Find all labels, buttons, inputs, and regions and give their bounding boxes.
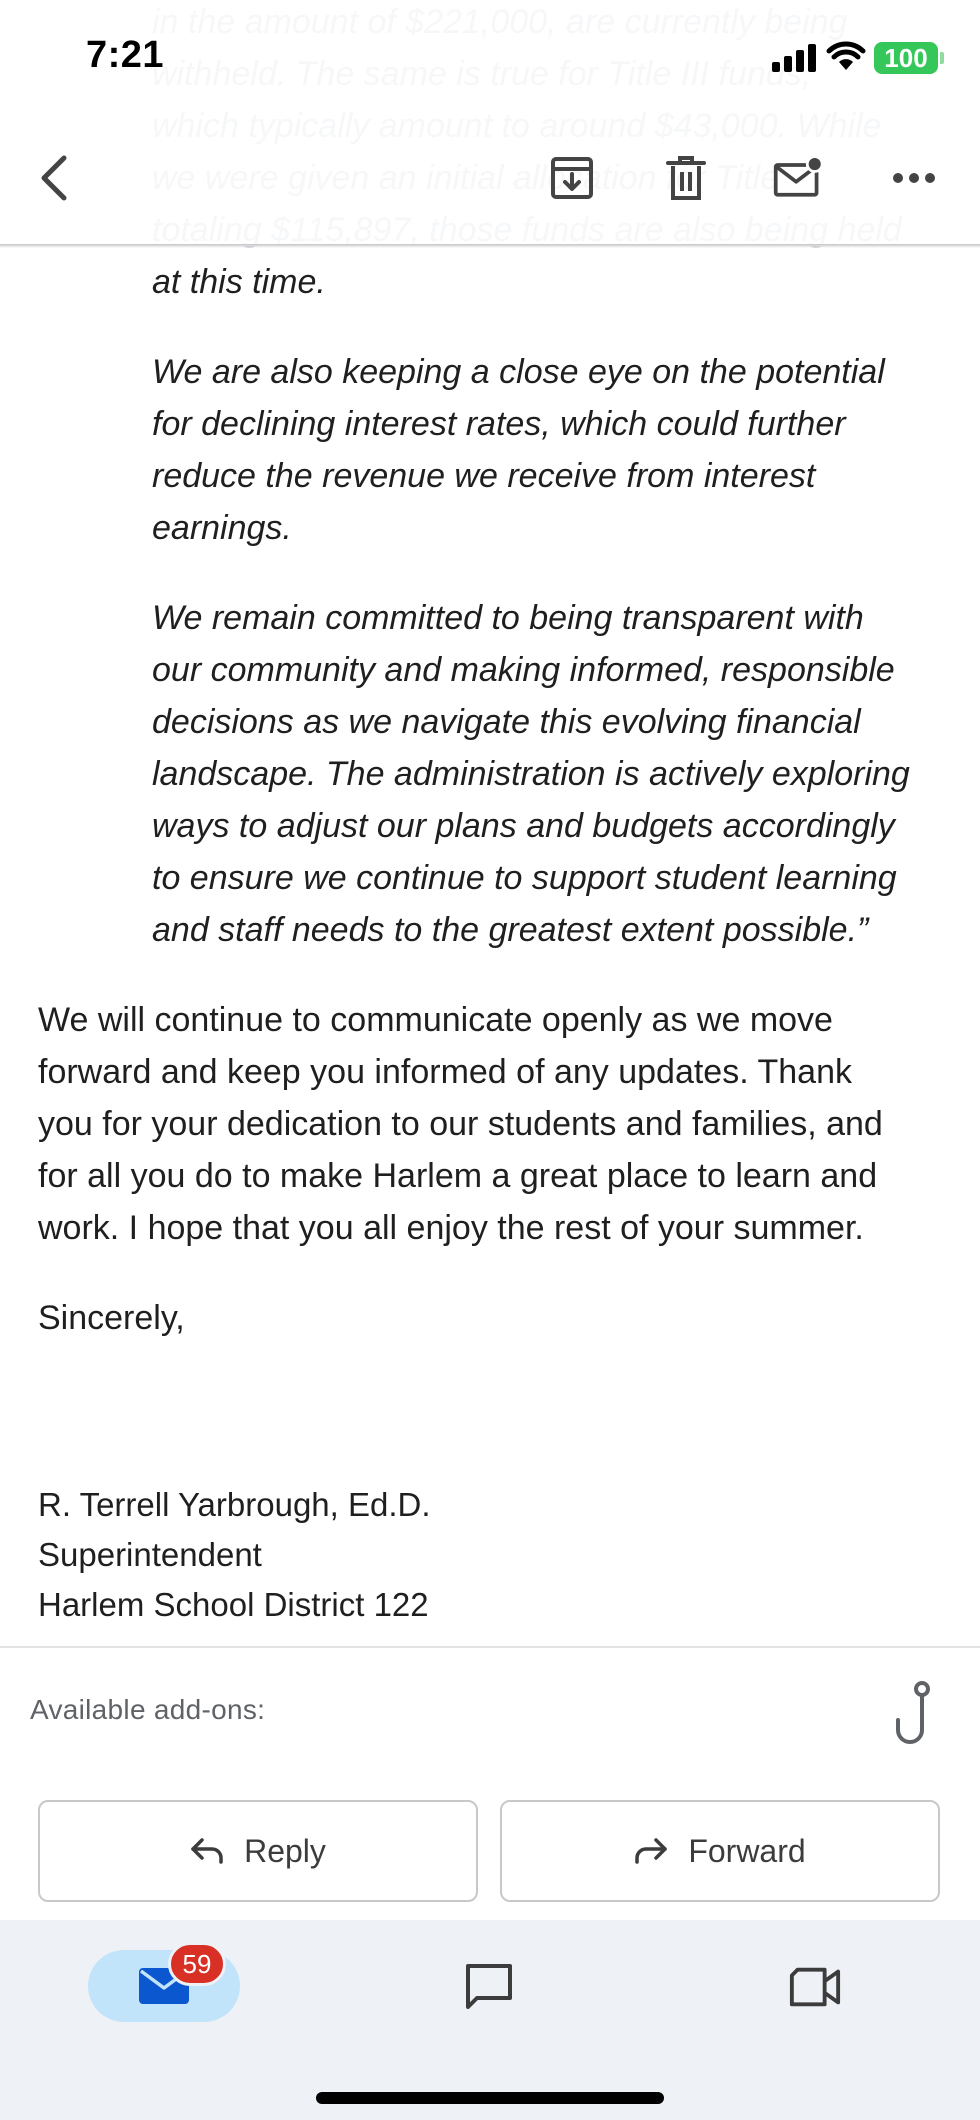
quote-line: to ensure we continue to support student learning — [152, 859, 897, 897]
home-indicator[interactable] — [316, 2092, 664, 2104]
signature-name: R. Terrell Yarbrough, Ed.D. — [38, 1486, 431, 1523]
body-line: forward and keep you informed of any updates. Thank — [38, 1053, 852, 1091]
body-line: for all you do to make Harlem a great place to learn and — [38, 1157, 878, 1195]
top-bar — [0, 0, 980, 246]
quote-line: ways to adjust our plans and budgets accordingly — [152, 807, 895, 845]
battery-indicator: 100 — [874, 42, 938, 74]
signal-icon — [772, 44, 816, 72]
quote-line: earnings. — [152, 509, 292, 547]
addons-label: Available add-ons: — [30, 1694, 266, 1725]
forward-button[interactable] — [500, 1800, 940, 1902]
body-line: We will continue to communicate openly as we move — [38, 1001, 833, 1039]
body-line: work. I hope that you all enjoy the rest of your summer. — [38, 1209, 864, 1247]
reply-label: Reply — [244, 1832, 326, 1869]
quote-line: reduce the revenue we receive from interest — [152, 457, 816, 495]
unread-badge: 59 — [168, 1942, 226, 1986]
quote-line: landscape. The administration is actively exploring — [152, 755, 910, 793]
status-time: 7:21 — [86, 34, 165, 76]
wifi-icon — [826, 40, 866, 72]
signature-title: Superintendent — [38, 1536, 262, 1573]
body-line: you for your dedication to our students and families, and — [38, 1105, 883, 1143]
signature-org: Harlem School District 122 — [38, 1586, 429, 1623]
quote-line: our community and making informed, responsible — [152, 651, 895, 689]
meet-icon[interactable] — [788, 1960, 842, 2014]
toolbar-shadow — [0, 244, 980, 248]
mark-unread-icon[interactable] — [772, 152, 824, 204]
hook-icon[interactable] — [884, 1680, 938, 1746]
quote-line: at this time. — [152, 263, 326, 301]
archive-icon[interactable] — [546, 152, 598, 204]
chat-icon[interactable] — [462, 1960, 516, 2014]
more-icon[interactable] — [888, 152, 940, 204]
quote-line: decisions as we navigate this evolving financial — [152, 703, 861, 741]
quote-line: and staff needs to the greatest extent possible.” — [152, 911, 869, 949]
trash-icon[interactable] — [660, 152, 712, 204]
bottom-nav — [0, 1920, 980, 2120]
quote-line: We are also keeping a close eye on the potential — [152, 353, 885, 391]
reply-button[interactable] — [38, 1800, 478, 1902]
quote-line: for declining interest rates, which could further — [152, 405, 846, 443]
reply-icon — [190, 1836, 224, 1866]
forward-label: Forward — [688, 1832, 806, 1869]
divider — [0, 1646, 980, 1648]
back-icon[interactable] — [28, 152, 80, 204]
quote-line: We remain committed to being transparent with — [152, 599, 864, 637]
forward-icon — [634, 1836, 668, 1866]
closing: Sincerely, — [38, 1299, 185, 1337]
